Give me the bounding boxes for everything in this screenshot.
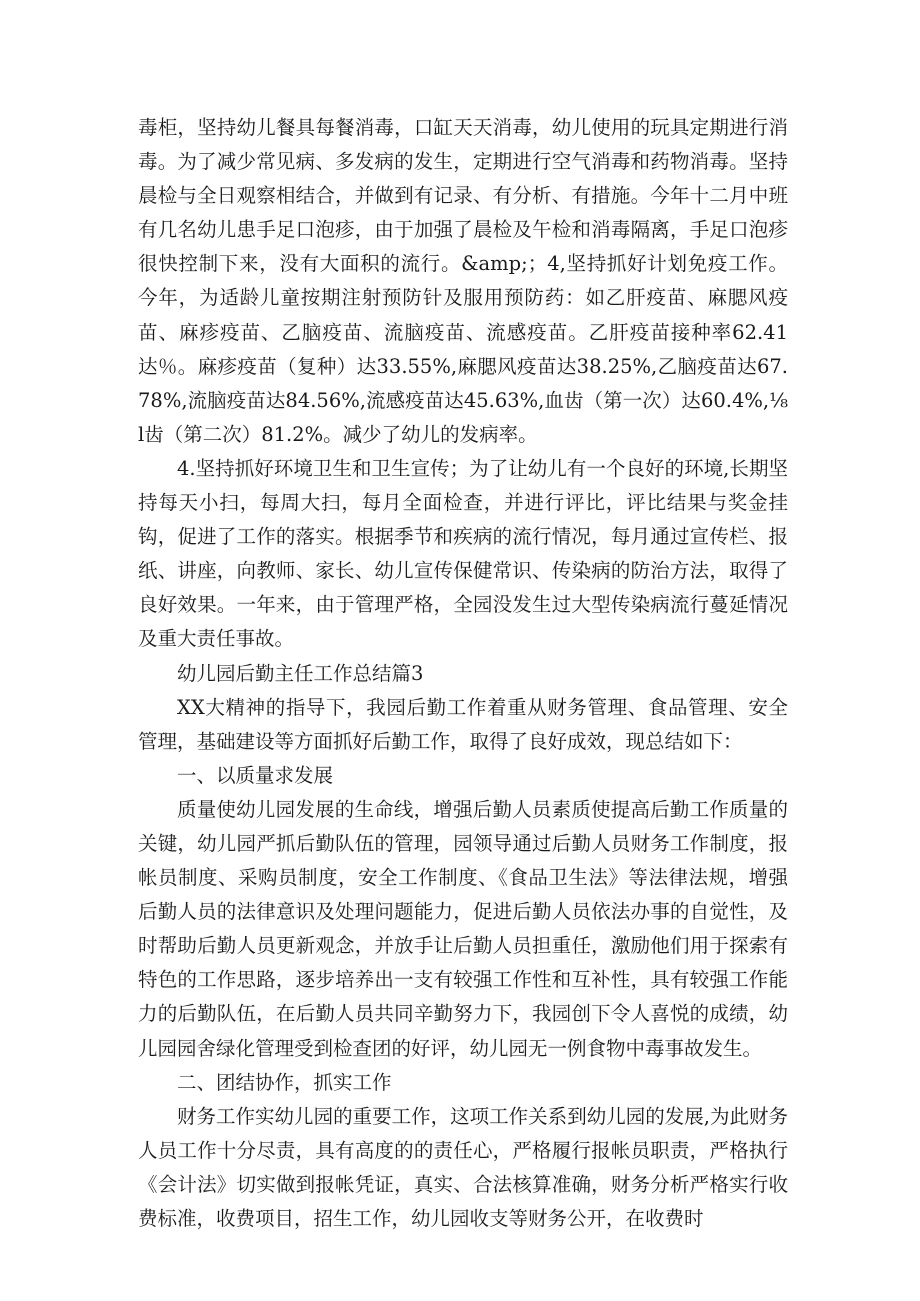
paragraph-5: 财务工作实幼儿园的重要工作，这项工作关系到幼儿园的发展,为此财务人员工作十分尽责，具有高度的的责任心，严格履行报帐员职责，严格执行《会计法》切实做到报帐凭证，真实、合法核算准确，财务分析严格实行收费标准，收费项目，招生工作，幼儿园收支等财务公开，在收费时 bbox=[138, 1104, 788, 1230]
paragraph-3: XX大精神的指导下，我园后勤工作着重从财务管理、食品管理、安全管理，基础建设等方面抓好后勤工作，取得了良好成效，现总结如下： bbox=[138, 695, 788, 753]
section-heading-1: 一、以质量求发展 bbox=[177, 763, 334, 787]
paragraph-1: 毒柜，坚持幼儿餐具每餐消毒，口缸天天消毒，幼儿使用的玩具定期进行消毒。为了减少常见病、多发病的发生，定期进行空气消毒和药物消毒。坚持晨检与全日观察相结合，并做到有记录、有分析、有措施。今年十二月中班有几名幼儿患手足口泡疹，由于加强了晨检及午检和消毒隔离，手足口泡疹很快控制下来，没有大面积的流行。&amp;；4,坚持抓好计划免疫工作。今年，为适龄儿童按期注射预防针及服用预防药：如乙肝疫苗、麻腮风疫苗、麻疹疫苗、乙脑疫苗、流脑疫苗、流感疫苗。乙肝疫苗接种率62.41达％。麻疹疫苗（复种）达33.55%,麻腮风疫苗达38.25%,乙脑疫苗达67.78%,流脑疫苗达84.56%,流感疫苗达45.63%,血齿（第一次）达60.4%,⅛l齿（第二次）81.2%。减少了幼儿的发病率。 bbox=[138, 116, 788, 446]
section-heading-2: 二、团结协作，抓实工作 bbox=[177, 1070, 392, 1094]
document-body bbox=[138, 111, 788, 1236]
paragraph-4: 质量使幼儿园发展的生命线，增强后勤人员素质使提高后勤工作质量的关键，幼儿园严抓后勤队伍的管理，园领导通过后勤人员财务工作制度，报帐员制度、采购员制度，安全工作制度、《食品卫生法》等法律法规，增强后勤人员的法律意识及处理问题能力，促进后勤人员依法办事的自觉性，及时帮助后勤人员更新观念，并放手让后勤人员担重任，激励他们用于探索有特色的工作思路，逐步培养出一支有较强工作性和互补性，具有较强工作能力的后勤队伍，在后勤人员共同辛勤努力下，我园创下令人喜悦的成绩，幼儿园园舍绿化管理受到检查团的好评，幼儿园无一例食物中毒事故发生。 bbox=[138, 797, 788, 1060]
section-heading-article-3: 幼儿园后勤主任工作总结篇3 bbox=[177, 661, 424, 685]
paragraph-2: 4.坚持抓好环境卫生和卫生宣传；为了让幼儿有一个良好的环境,长期坚持每天小扫，每周大扫，每月全面检查，并进行评比，评比结果与奖金挂钩，促进了工作的落实。根据季节和疾病的流行情况，每月通过宣传栏、报纸、讲座，向教师、家长、幼儿宣传保健常识、传染病的防治方法，取得了良好效果。一年来，由于管理严格，全园没发生过大型传染病流行蔓延情况及重大责任事故。 bbox=[138, 456, 788, 651]
